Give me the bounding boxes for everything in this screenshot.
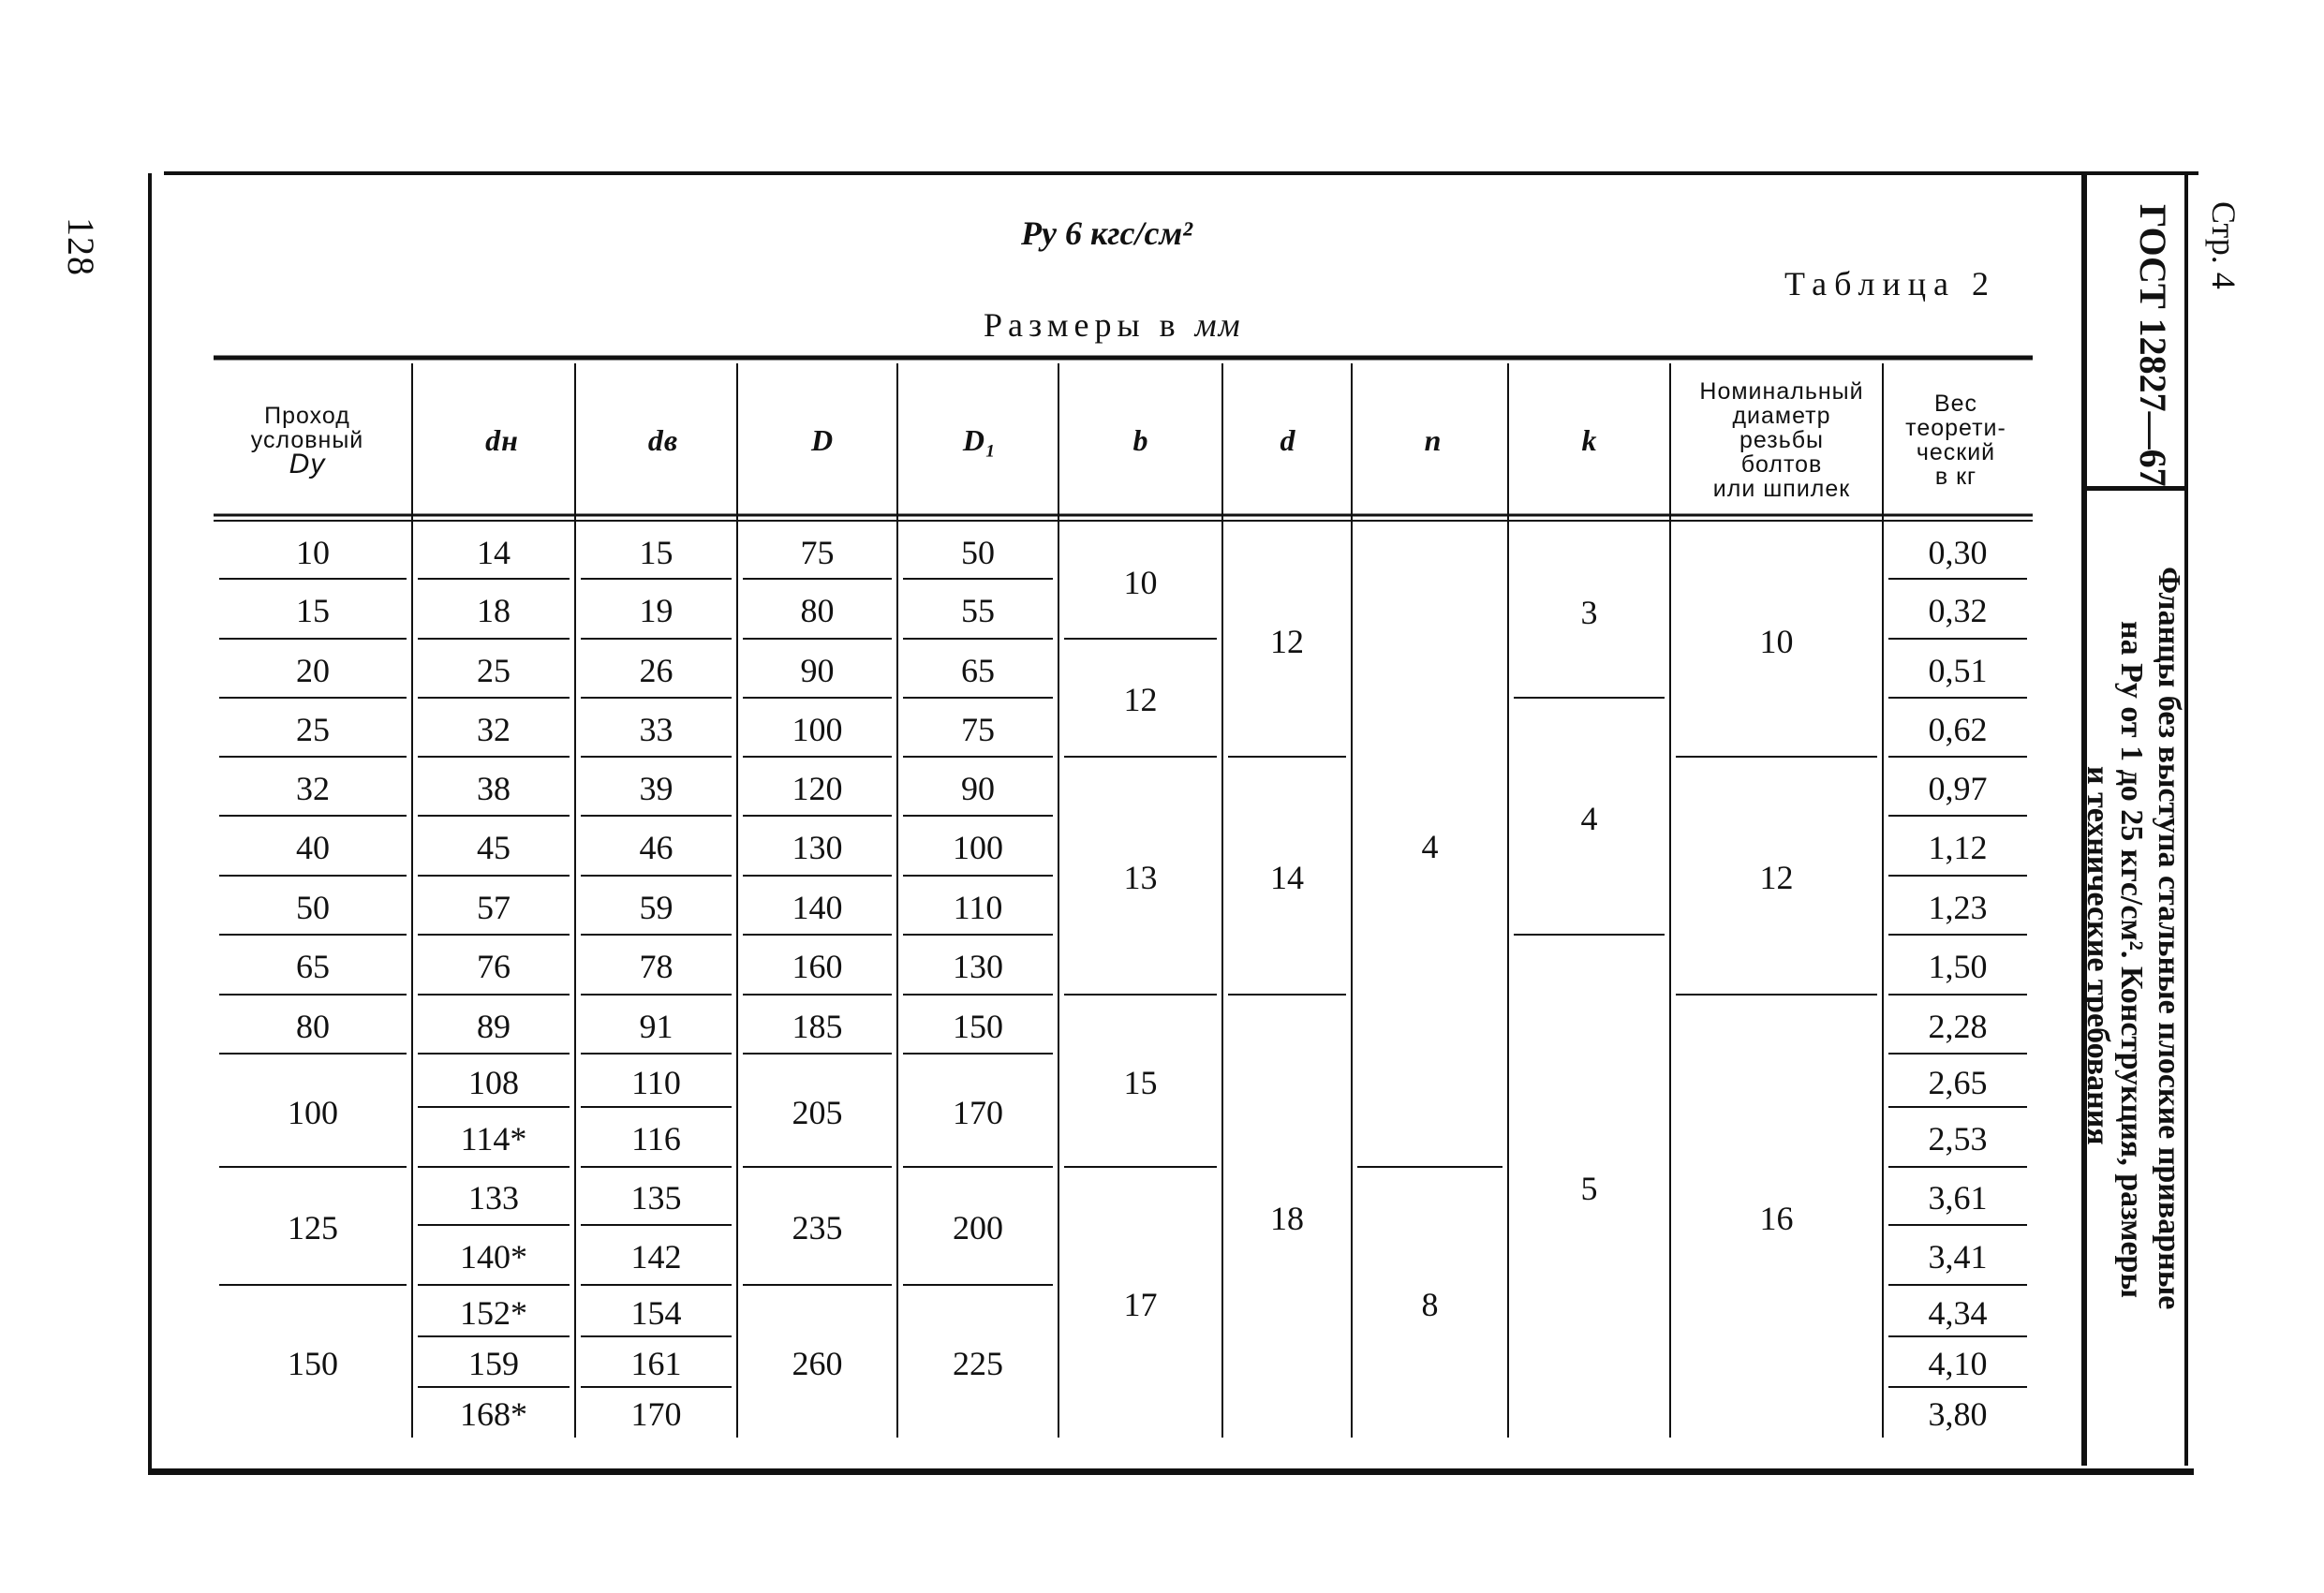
cell-D1: 75 — [961, 710, 995, 748]
cell-dv: 59 — [639, 888, 674, 926]
cell-b: 12 — [1123, 681, 1158, 718]
cell-dn: 114* — [460, 1120, 527, 1158]
cell-dy: 10 — [296, 534, 330, 571]
cell-dn: 159 — [468, 1345, 519, 1382]
cell-dv: 161 — [630, 1345, 682, 1382]
cell-D1: 50 — [961, 534, 995, 571]
cell-D: 140 — [792, 888, 843, 926]
cell-weight: 0,30 — [1928, 534, 1988, 571]
header-dy-line-1: Проход — [264, 403, 350, 429]
cell-b: 17 — [1123, 1285, 1158, 1323]
cell-k: 4 — [1580, 799, 1598, 837]
units-prefix: Размеры в — [984, 306, 1181, 344]
cell-dy: 15 — [296, 592, 330, 629]
cell-weight: 3,61 — [1928, 1179, 1988, 1217]
header-dv: dв — [647, 423, 679, 457]
header-D1: D₁ — [962, 423, 998, 457]
cell-dn: 38 — [477, 769, 511, 807]
header-dn: dн — [485, 423, 519, 457]
cell-dv: 116 — [631, 1120, 681, 1158]
cell-D: 120 — [792, 769, 843, 807]
cell-dn: 140* — [460, 1238, 527, 1276]
cell-dv: 39 — [639, 769, 674, 807]
cell-dv: 78 — [639, 948, 674, 985]
cell-D1: 110 — [953, 888, 1003, 926]
side-title-line-1: Фланцы без выступа стальные плоские приварные — [2152, 567, 2186, 1310]
cell-n: 8 — [1421, 1285, 1439, 1323]
header-thread-line-5: или шпилек — [1712, 476, 1851, 502]
cell-weight: 0,97 — [1928, 769, 1988, 807]
cell-d: 14 — [1270, 859, 1304, 896]
cell-D: 100 — [792, 710, 843, 748]
cell-D: 185 — [792, 1007, 843, 1045]
cell-D1: 200 — [953, 1209, 1003, 1246]
cell-dv: 110 — [631, 1063, 681, 1101]
cell-b: 10 — [1123, 564, 1158, 601]
page-label: Стр. 4 — [2205, 201, 2243, 289]
cell-weight: 4,34 — [1928, 1293, 1988, 1332]
side-title-line-2: на Pу от 1 до 25 кгс/см². Конструкция, размеры — [2114, 621, 2149, 1298]
cell-n: 4 — [1421, 828, 1439, 865]
pressure-heading: Pу 6 кгс/см² — [1021, 214, 1192, 252]
page-number: 128 — [60, 217, 102, 276]
header-weight-line-1: Вес — [1933, 391, 1978, 417]
cell-dn: 89 — [477, 1007, 511, 1045]
cell-dy: 32 — [296, 769, 330, 807]
cell-D1: 90 — [961, 769, 995, 807]
cell-dn: 25 — [477, 651, 511, 689]
header-dy-line-2: условный — [250, 427, 364, 453]
header-thread — [1699, 379, 1863, 501]
cell-weight: 2,65 — [1928, 1063, 1988, 1101]
header-dy-line-3: Dу — [289, 449, 326, 479]
cell-D: 235 — [792, 1209, 843, 1246]
cell-D: 205 — [792, 1093, 843, 1131]
header-d: d — [1280, 423, 1296, 457]
cell-dn: 14 — [477, 534, 511, 571]
cell-b: 13 — [1123, 859, 1158, 896]
header-thread-line-2: диаметр — [1732, 403, 1831, 429]
cell-d: 18 — [1270, 1199, 1304, 1237]
cell-weight: 4,10 — [1928, 1345, 1988, 1382]
header-n: n — [1424, 423, 1443, 457]
gost-code: ГОСТ 12827—67 — [2132, 204, 2174, 487]
cell-D1: 225 — [953, 1344, 1003, 1382]
cell-dn: 152* — [460, 1293, 527, 1332]
cell-k: 5 — [1580, 1169, 1598, 1207]
header-thread-line-3: резьбы — [1739, 427, 1825, 453]
cell-D1: 170 — [953, 1093, 1003, 1131]
cell-weight: 3,41 — [1928, 1238, 1988, 1276]
cell-dy: 50 — [296, 888, 330, 926]
cell-weight: 1,23 — [1928, 888, 1988, 926]
cell-dv: 33 — [639, 710, 674, 748]
header-D: D — [810, 423, 835, 457]
cell-dv: 142 — [630, 1238, 682, 1276]
cell-D1: 65 — [961, 651, 995, 689]
cell-weight: 3,80 — [1928, 1395, 1988, 1433]
cell-dy: 80 — [296, 1007, 330, 1045]
header-weight-line-4: в кг — [1934, 464, 1977, 490]
cell-weight: 0,62 — [1928, 710, 1988, 748]
cell-D: 160 — [792, 948, 843, 985]
cell-weight: 0,32 — [1928, 592, 1988, 629]
table-label: Таблица 2 — [1784, 265, 1996, 302]
cell-D: 260 — [792, 1344, 843, 1382]
cell-dv: 154 — [630, 1293, 682, 1332]
cell-weight: 2,53 — [1928, 1120, 1988, 1158]
header-dy — [251, 404, 364, 477]
cell-dn: 133 — [468, 1179, 519, 1217]
units-unit: мм — [1194, 306, 1242, 344]
cell-dn: 32 — [477, 710, 511, 748]
cell-weight: 0,51 — [1928, 651, 1988, 689]
header-weight-line-2: теорети- — [1905, 415, 2006, 441]
header-weight-line-3: ческий — [1916, 439, 1996, 465]
cell-dy: 40 — [296, 829, 330, 866]
cell-thread: 12 — [1759, 859, 1794, 896]
header-b: b — [1132, 423, 1149, 457]
cell-dn: 168* — [460, 1395, 527, 1433]
cell-b: 15 — [1123, 1064, 1158, 1101]
cell-dv: 26 — [639, 651, 674, 689]
cell-dv: 170 — [630, 1395, 682, 1433]
cell-dv: 91 — [639, 1007, 674, 1045]
cell-weight: 2,28 — [1928, 1007, 1988, 1045]
cell-weight: 1,12 — [1928, 829, 1988, 866]
cell-dy: 20 — [296, 651, 330, 689]
cell-dv: 135 — [630, 1179, 682, 1217]
cell-D: 130 — [792, 829, 843, 866]
cell-D1: 130 — [953, 948, 1003, 985]
cell-D1: 100 — [953, 829, 1003, 866]
side-title-line-3: и технические требования — [2080, 766, 2115, 1145]
cell-D: 80 — [800, 592, 835, 629]
cell-thread: 10 — [1759, 623, 1794, 660]
cell-D1: 55 — [961, 592, 995, 629]
header-thread-line-4: болтов — [1740, 451, 1823, 478]
cell-dv: 46 — [639, 829, 674, 866]
header-k: k — [1581, 423, 1598, 457]
header-weight — [1905, 391, 2006, 489]
cell-dn: 76 — [477, 948, 511, 985]
cell-dn: 45 — [477, 829, 511, 866]
cell-dn: 57 — [477, 888, 511, 926]
cell-D1: 150 — [953, 1007, 1003, 1045]
cell-dy: 100 — [288, 1093, 338, 1131]
cell-dy: 150 — [288, 1344, 338, 1382]
cell-weight: 1,50 — [1928, 948, 1988, 985]
cell-D: 75 — [800, 534, 835, 571]
header-thread-line-1: Номинальный — [1699, 378, 1864, 405]
cell-dv: 15 — [639, 534, 674, 571]
cell-dn: 108 — [468, 1063, 519, 1101]
cell-k: 3 — [1580, 593, 1598, 631]
cell-dy: 65 — [296, 948, 330, 985]
cell-D: 90 — [800, 651, 835, 689]
cell-d: 12 — [1270, 623, 1304, 660]
cell-thread: 16 — [1759, 1199, 1794, 1237]
cell-dv: 19 — [639, 592, 674, 629]
cell-dy: 25 — [296, 710, 330, 748]
cell-dn: 18 — [477, 592, 511, 629]
cell-dy: 125 — [288, 1209, 338, 1246]
